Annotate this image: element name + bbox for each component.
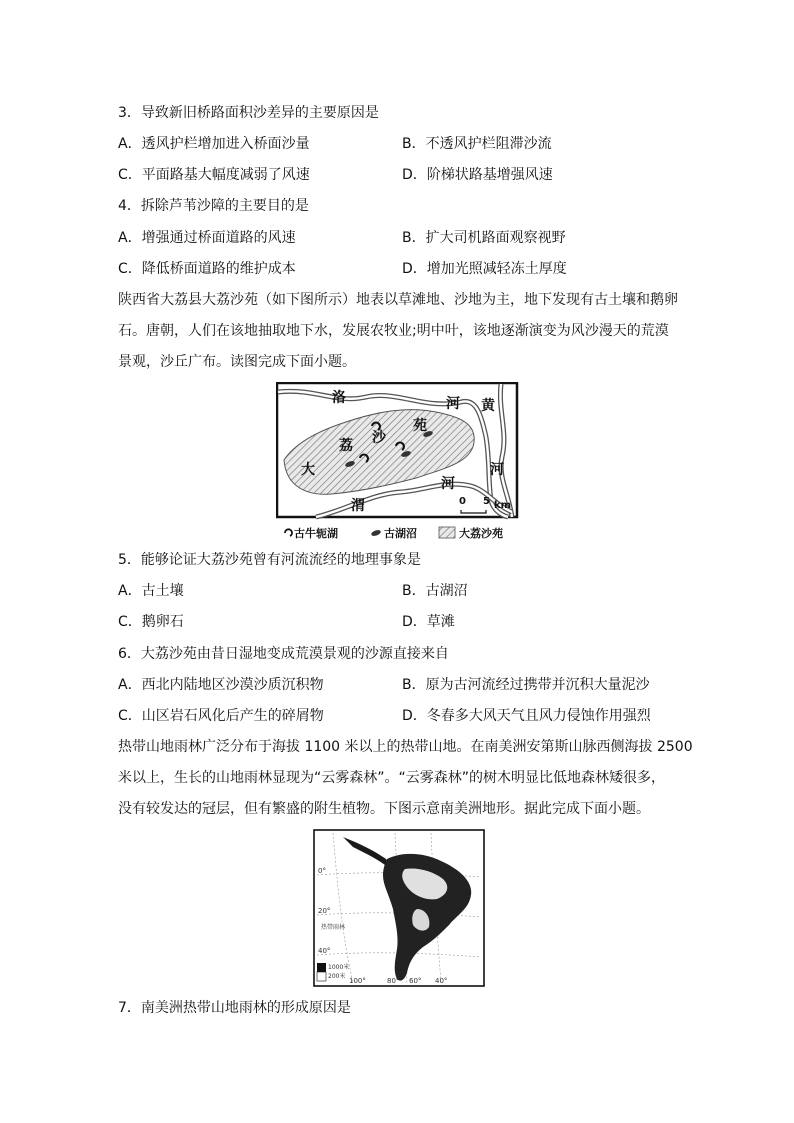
passage3-line3: 没有较发达的冠层，但有繁盛的附生植物。下图示意南美洲地形。据此完成下面小题。 xyxy=(118,801,650,817)
q4-stem: 4．拆除芦苇沙障的主要目的是 xyxy=(118,198,309,214)
passage2-line2: 石。唐朝，人们在该地抽取地下水，发展农牧业;明中叶，该地逐渐演变为风沙漫天的荒漠 xyxy=(118,323,669,339)
label-huang: 黄 xyxy=(481,398,495,414)
q6-stem: 6．大荔沙苑由昔日湿地变成荒漠景观的沙源直接来自 xyxy=(118,646,449,662)
q5-option-b: B．古湖沼 xyxy=(402,583,468,599)
q3-stem: 3．导致新旧桥路面积沙差异的主要原因是 xyxy=(118,105,379,121)
lat-label-40: 40° xyxy=(318,947,331,955)
legend-oxbow-icon xyxy=(285,529,292,536)
scale-unit: km xyxy=(494,500,512,511)
q4-option-d: D．增加光照减轻冻土厚度 xyxy=(402,261,567,277)
label-wei: 渭 xyxy=(351,498,365,514)
lon-label-100: 100° xyxy=(349,977,366,985)
q6-option-c: C．山区岩石风化后产生的碎屑物 xyxy=(118,708,324,724)
q7-stem: 7．南美洲热带山地雨林的形成原因是 xyxy=(118,1000,351,1016)
label-luo: 洛 xyxy=(332,390,346,406)
q4-option-a: A．增强通过桥面道路的风速 xyxy=(118,230,296,246)
passage3-line1: 热带山地雨林广泛分布于海拔 1100 米以上的热带山地。在南美洲安第斯山脉西侧海拔 2500 xyxy=(118,739,693,755)
region-label: 热带雨林 xyxy=(321,924,346,931)
q6-option-b: B．原为古河流经过携带并沉积大量泥沙 xyxy=(402,677,650,693)
lat-label-20: 20° xyxy=(318,907,331,915)
q5-option-c: C．鹅卵石 xyxy=(118,614,184,630)
legend-marsh-label: 古湖沼 xyxy=(384,527,417,540)
q5-option-d: D．草滩 xyxy=(402,614,455,630)
south-america-map xyxy=(313,829,485,987)
legend-marsh-icon xyxy=(370,529,381,537)
passage3-line2: 米以上，生长的山地雨林显现为“云雾森林”。“云雾森林”的树木明显比低地森林矮很多， xyxy=(118,770,666,786)
passage2-line1: 陕西省大荔县大荔沙苑（如下图所示）地表以草滩地、沙地为主，地下发现有古土壤和鹅卵 xyxy=(118,292,678,308)
q3-option-a: A．透风护栏增加进入桥面沙量 xyxy=(118,136,310,152)
label-li: 荔 xyxy=(339,438,353,454)
q5-option-a: A．古土壤 xyxy=(118,583,184,599)
label-he-bottom: 河 xyxy=(441,476,455,492)
legend-high-swatch xyxy=(317,963,326,972)
q4-option-b: B．扩大司机路面观察视野 xyxy=(402,230,566,246)
q4-option-c: C．降低桥面道路的维护成本 xyxy=(118,261,296,277)
q3-option-d: D．阶梯状路基增强风速 xyxy=(402,167,553,183)
legend-oxbow-label: 古牛轭湖 xyxy=(294,527,338,540)
q6-option-d: D．冬春多大风天气且风力侵蚀作用强烈 xyxy=(402,708,651,724)
label-he-right: 河 xyxy=(490,462,504,478)
legend-dunes-icon xyxy=(439,527,455,538)
q3-option-c: C．平面路基大幅度减弱了风速 xyxy=(118,167,310,183)
label-he-top: 河 xyxy=(446,396,460,412)
passage2-line3: 景观，沙丘广布。读图完成下面小题。 xyxy=(118,354,356,370)
q5-stem: 5．能够论证大荔沙苑曾有河流流经的地理事象是 xyxy=(118,552,421,568)
dali-shayuan-map xyxy=(276,382,520,542)
lon-label-80: 80° xyxy=(387,977,400,985)
legend-dunes-label: 大荔沙苑 xyxy=(459,527,503,540)
legend-low-label: 200米 xyxy=(328,973,346,980)
legend-high-label: 1000米 xyxy=(328,964,350,971)
lat-label-0: 0° xyxy=(318,867,326,875)
label-yuan: 苑 xyxy=(413,418,427,434)
scale-zero: 0 xyxy=(459,496,466,507)
q3-option-b: B．不透风护栏阻滞沙流 xyxy=(402,136,552,152)
label-sha: 沙 xyxy=(372,430,386,446)
q6-option-a: A．西北内陆地区沙漠沙质沉积物 xyxy=(118,677,324,693)
scale-five: 5 xyxy=(483,496,490,507)
label-da: 大 xyxy=(301,462,315,478)
lon-label-60: 60° xyxy=(409,977,422,985)
legend-low-swatch xyxy=(317,972,326,981)
lon-label-40: 40° xyxy=(435,977,448,985)
